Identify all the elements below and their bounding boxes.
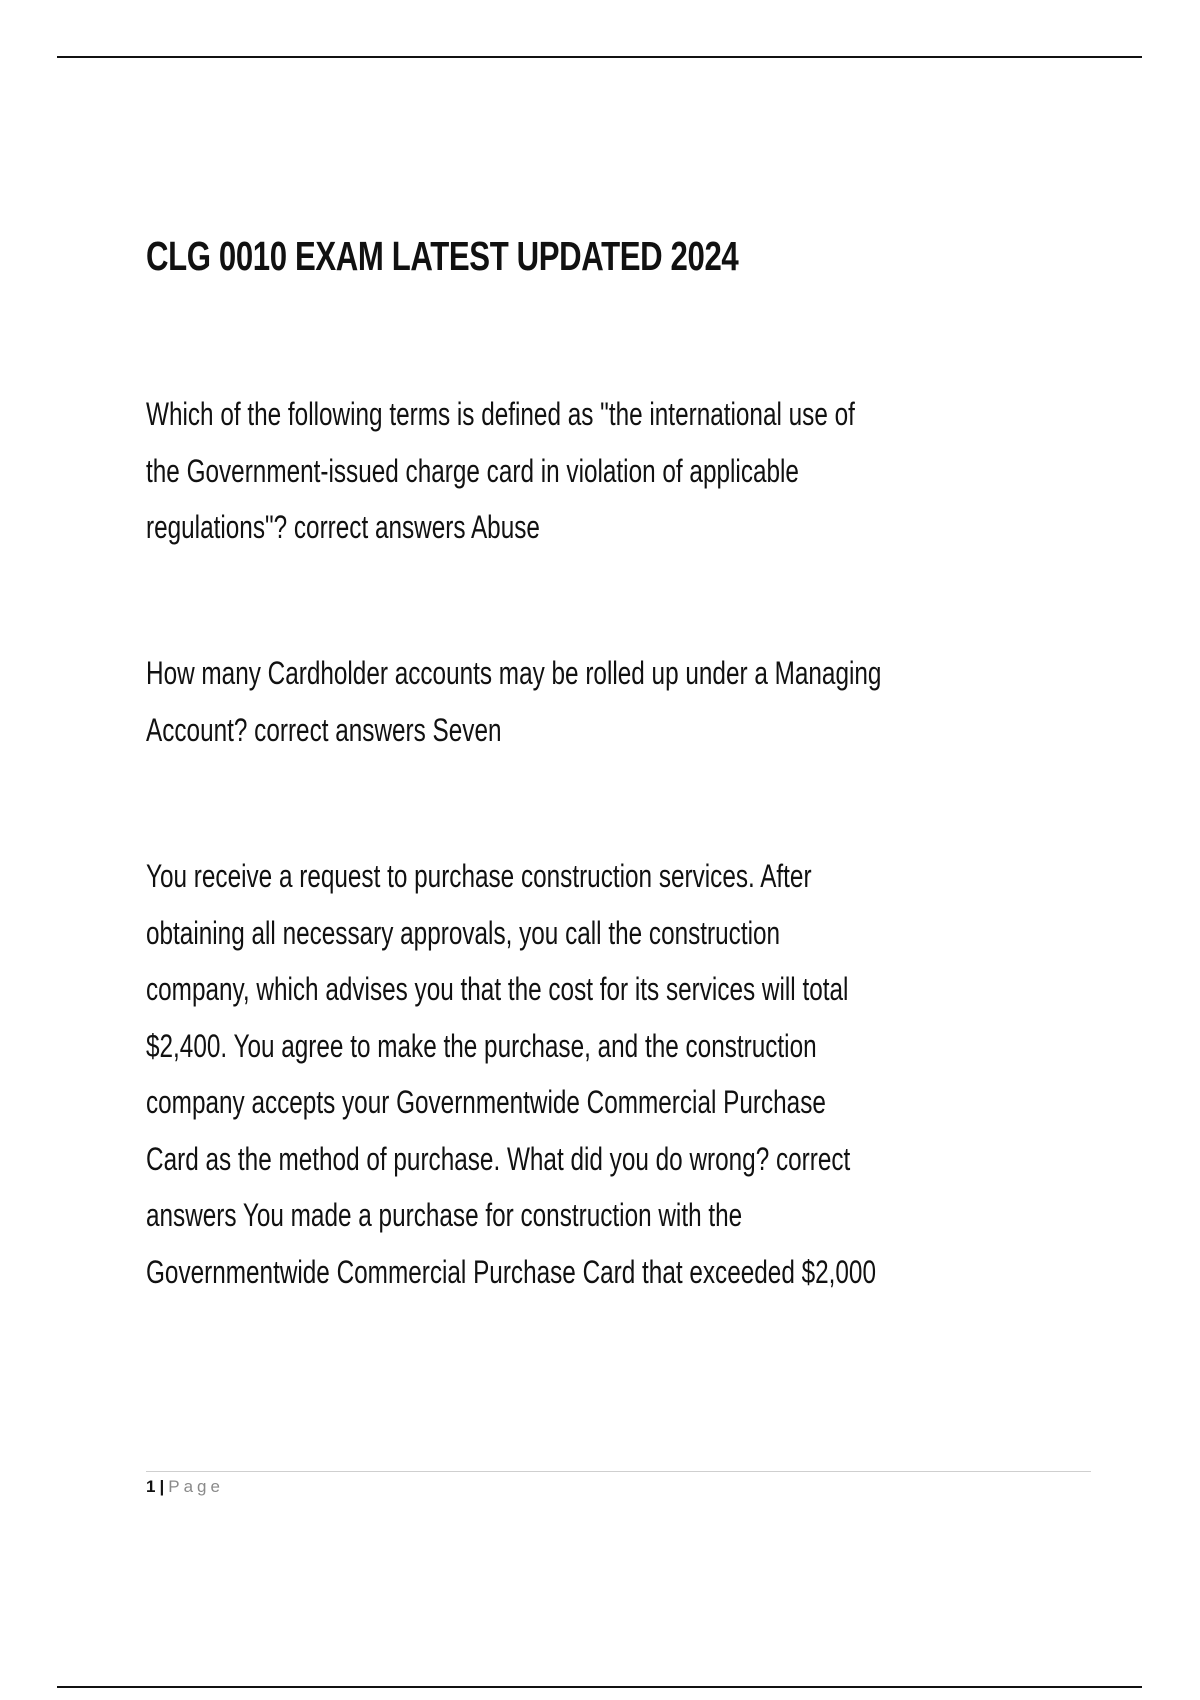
question-line: Which of the following terms is defined as "the international use of (146, 396, 855, 432)
question-2 (146, 645, 1096, 758)
page-content (146, 228, 1096, 1290)
page-label: Page (168, 1477, 224, 1496)
header-rule (57, 56, 1142, 58)
question-line: company, which advises you that the cost for its services will total (146, 971, 849, 1007)
bottom-rule (57, 1686, 1142, 1688)
question-line: How many Cardholder accounts may be rolled up under a Managing (146, 655, 882, 691)
page-number: 1 (146, 1477, 156, 1496)
question-line: obtaining all necessary approvals, you call the construction (146, 914, 781, 951)
question-line: $2,400. You agree to make the purchase, and the construction (146, 1027, 817, 1064)
question-3 (146, 848, 1096, 1300)
question-line: Account? correct answers Seven (146, 711, 502, 748)
footer-rule (146, 1471, 1091, 1472)
page-footer (146, 1476, 224, 1498)
question-line: the Government-issued charge card in violation of applicable (146, 452, 799, 489)
question-line: Card as the method of purchase. What did you do wrong? correct (146, 1140, 851, 1177)
question-line: answers You made a purchase for construction with the (146, 1197, 743, 1233)
question-line: regulations"? correct answers Abuse (146, 509, 540, 545)
footer-separator: | (159, 1477, 165, 1496)
document-title: CLG 0010 EXAM LATEST UPDATED 2024 (146, 233, 739, 279)
question-line: Governmentwide Commercial Purchase Card that exceeded $2,000 (146, 1253, 876, 1290)
question-line: company accepts your Governmentwide Commercial Purchase (146, 1084, 826, 1120)
question-line: You receive a request to purchase construction services. After (146, 858, 812, 894)
question-1 (146, 386, 1096, 556)
